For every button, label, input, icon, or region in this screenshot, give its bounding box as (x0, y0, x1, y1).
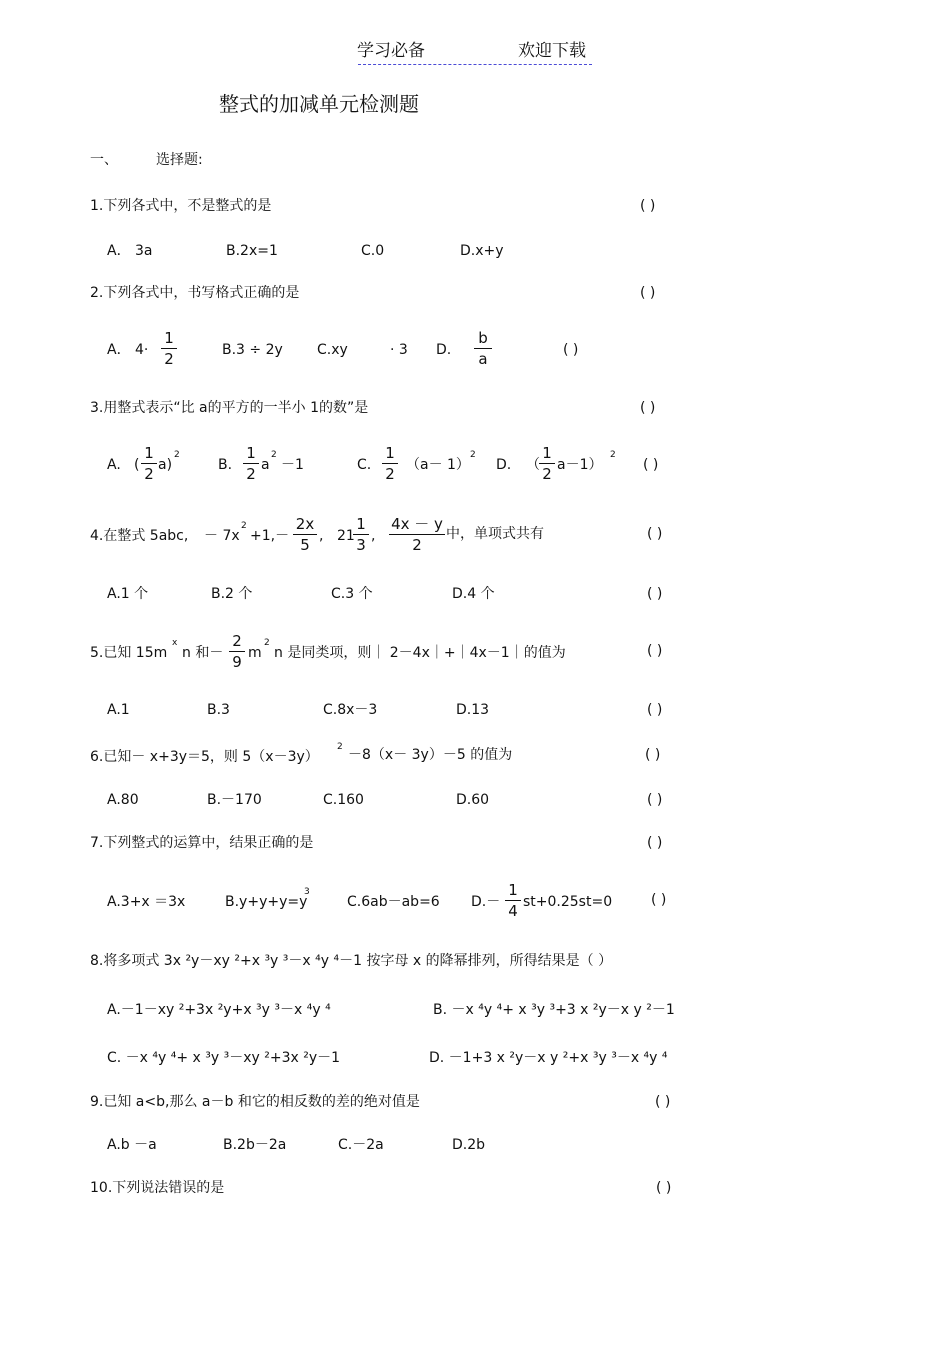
q9-option-b: B.2b－2a (223, 1137, 287, 1153)
section-label: 选择题: (156, 152, 203, 168)
q5-text-end: n 是同类项，则｜ 2－4x｜+｜4x－1｜的值为 (274, 645, 566, 661)
fraction-denominator: 3 (356, 536, 366, 554)
q3-option-c-tail: （a－ 1） (406, 457, 470, 473)
fraction-numerator: 1 (164, 329, 174, 347)
q5-answer-paren: ( ) (647, 643, 663, 659)
fraction-numerator: 2x (295, 515, 315, 533)
fraction-denominator: 2 (144, 465, 154, 483)
q5-options-paren: ( ) (647, 702, 663, 718)
q3-option-d-open: （ (526, 457, 540, 473)
q3-option-a-fraction (141, 444, 157, 483)
q6-text-end: －8（x－ 3y）－5 的值为 (348, 747, 513, 763)
q4-answer-paren: ( ) (647, 526, 663, 542)
q5-option-d: D.13 (456, 702, 490, 718)
q5-exponent-2: 2 (264, 638, 270, 648)
q4-exponent: 2 (241, 521, 247, 531)
q3-option-d-label: D. (496, 457, 512, 473)
q3-stem: 3.用整式表示“比 a的平方的一半小 1的数”是 (90, 400, 369, 416)
fraction-numerator: 1 (356, 515, 366, 533)
q7-option-d-label: D.－ (471, 894, 501, 910)
q1-answer-paren: ( ) (640, 198, 656, 214)
fraction-numerator: 1 (542, 444, 552, 462)
q8-option-a: A.－1－xy ²+3x ²y+x ³y ³－x ⁴y ⁴ (107, 1002, 331, 1018)
q4-comma-1: , (319, 528, 324, 544)
fraction-denominator: 2 (542, 465, 552, 483)
fraction-numerator: 1 (508, 881, 518, 899)
q4-option-d: D.4 个 (452, 586, 495, 602)
q5-text-start: 5.已知 15m (90, 645, 168, 661)
q3-option-c-fraction (382, 444, 398, 483)
fraction-numerator: 1 (246, 444, 256, 462)
q5-exponent-x: x (172, 638, 178, 648)
q1-option-c: C.0 (361, 243, 385, 259)
q7-option-d-tail: st+0.25st=0 (523, 894, 613, 910)
q4-text-end: 中，单项式共有 (446, 526, 544, 542)
q7-option-d-fraction (505, 881, 521, 920)
q5-fraction-2-9 (229, 632, 245, 671)
q7-option-b: B.y+y+y=y (225, 894, 308, 910)
q9-option-a: A.b －a (107, 1137, 157, 1153)
q6-option-c: C.160 (323, 792, 364, 808)
q5-var-m: m (248, 645, 262, 661)
q4-text-start: 4.在整式 5abc, (90, 528, 189, 544)
header-right: 欢迎下载 (518, 41, 586, 61)
q4-option-a: A.1 个 (107, 586, 149, 602)
q6-exponent: 2 (337, 742, 343, 752)
q2-option-c-dot: · 3 (390, 342, 408, 358)
fraction-denominator: 2 (412, 536, 422, 554)
fraction-denominator: 2 (164, 350, 174, 368)
q3-option-a-open: ( (134, 457, 140, 473)
q8-option-d: D. －1+3 x ²y－x y ²+x ³y ³－x ⁴y ⁴ (429, 1050, 668, 1066)
q3-inline-paren: ( ) (643, 457, 659, 473)
q4-term-2-tail: +1,－ (250, 528, 290, 544)
q3-option-a-exponent: 2 (174, 450, 180, 460)
q4-option-b: B.2 个 (211, 586, 253, 602)
fraction-numerator: 4x － y (391, 515, 443, 533)
q9-answer-paren: ( ) (655, 1094, 671, 1110)
q7-stem: 7.下列整式的运算中，结果正确的是 (90, 835, 314, 851)
fraction-denominator: 9 (232, 653, 242, 671)
q10-stem: 10.下列说法错误的是 (90, 1180, 225, 1196)
q2-inline-paren: ( ) (563, 342, 579, 358)
fraction-denominator: 4 (508, 902, 518, 920)
q3-option-b-tail: －1 (281, 457, 304, 473)
q2-option-c: C.xy (317, 342, 348, 358)
q4-fraction-1-3 (353, 515, 369, 554)
q3-answer-paren: ( ) (640, 400, 656, 416)
q3-option-a-tail: a) (158, 457, 173, 473)
q6-text-start: 6.已知－ x+3y＝5，则 5（x－3y） (90, 749, 319, 765)
q4-comma-2: , (371, 528, 376, 544)
q6-answer-paren: ( ) (645, 747, 661, 763)
q3-option-d-fraction (539, 444, 555, 483)
fraction-numerator: 1 (385, 444, 395, 462)
q4-options-paren: ( ) (647, 586, 663, 602)
q7-option-a: A.3+x ＝3x (107, 894, 186, 910)
fraction-denominator: 5 (300, 536, 310, 554)
q3-option-d-exponent: 2 (610, 450, 616, 460)
q2-option-d-fraction (474, 329, 492, 368)
q5-option-b: B.3 (207, 702, 230, 718)
q4-mixed-whole: 21 (337, 528, 355, 544)
q9-option-c: C.－2a (338, 1137, 384, 1153)
q1-option-d: D.x+y (460, 243, 504, 259)
q4-fraction-4x-y-2 (389, 515, 445, 554)
q4-option-c: C.3 个 (331, 586, 373, 602)
q9-stem: 9.已知 a<b,那么 a－b 和它的相反数的差的绝对值是 (90, 1094, 420, 1110)
header-underline (358, 64, 592, 65)
q10-answer-paren: ( ) (656, 1180, 672, 1196)
q7-option-c: C.6ab－ab=6 (347, 894, 440, 910)
header-left: 学习必备 (357, 41, 425, 61)
q3-option-a-label: A. (107, 457, 121, 473)
q2-option-d: D. (436, 342, 452, 358)
fraction-denominator: 2 (385, 465, 395, 483)
q6-option-a: A.80 (107, 792, 139, 808)
q6-options-paren: ( ) (647, 792, 663, 808)
q6-option-b: B.－170 (207, 792, 262, 808)
q1-option-a: A． 3a (107, 243, 153, 259)
q3-option-b-exponent: 2 (271, 450, 277, 460)
q2-option-a-fraction (161, 329, 177, 368)
q4-fraction-2x-5 (293, 515, 317, 554)
q3-option-c-exponent: 2 (470, 450, 476, 460)
q5-option-c: C.8x－3 (323, 702, 378, 718)
q2-stem: 2.下列各式中，书写格式正确的是 (90, 285, 300, 301)
fraction-denominator: a (478, 350, 488, 368)
q8-option-c: C. －x ⁴y ⁴+ x ³y ³－xy ²+3x ²y－1 (107, 1050, 341, 1066)
page-title: 整式的加减单元检测题 (219, 92, 419, 116)
q4-term-2: － 7x (204, 528, 240, 544)
q5-text-2: n 和－ (182, 645, 224, 661)
q3-option-b-fraction (243, 444, 259, 483)
section-number: 一、 (90, 152, 118, 168)
q9-option-d: D.2b (452, 1137, 486, 1153)
q3-option-d-tail: a－1） (557, 457, 603, 473)
q3-option-b-label: B. (218, 457, 233, 473)
q6-option-d: D.60 (456, 792, 490, 808)
q8-option-b: B. －x ⁴y ⁴+ x ³y ³+3 x ²y－x y ²－1 (433, 1002, 675, 1018)
q3-option-b-var: a (261, 457, 270, 473)
q2-answer-paren: ( ) (640, 285, 656, 301)
q3-option-c-label: C. (357, 457, 372, 473)
fraction-numerator: b (478, 329, 488, 347)
fraction-denominator: 2 (246, 465, 256, 483)
q5-option-a: A.1 (107, 702, 130, 718)
q7-option-b-exponent: 3 (304, 887, 310, 897)
q1-option-b: B.2x=1 (226, 243, 278, 259)
q2-option-b: B.3 ÷ 2y (222, 342, 283, 358)
q8-stem: 8.将多项式 3x ²y－xy ²+x ³y ³－x ⁴y ⁴－1 按字母 x 的降幂排列，所得结果是（ ） (90, 953, 613, 969)
q7-inline-paren: ( ) (651, 892, 667, 908)
q1-stem: 1.下列各式中，不是整式的是 (90, 198, 272, 214)
q7-answer-paren: ( ) (647, 835, 663, 851)
fraction-numerator: 2 (232, 632, 242, 650)
q2-option-a: A． 4· (107, 342, 149, 358)
fraction-numerator: 1 (144, 444, 154, 462)
